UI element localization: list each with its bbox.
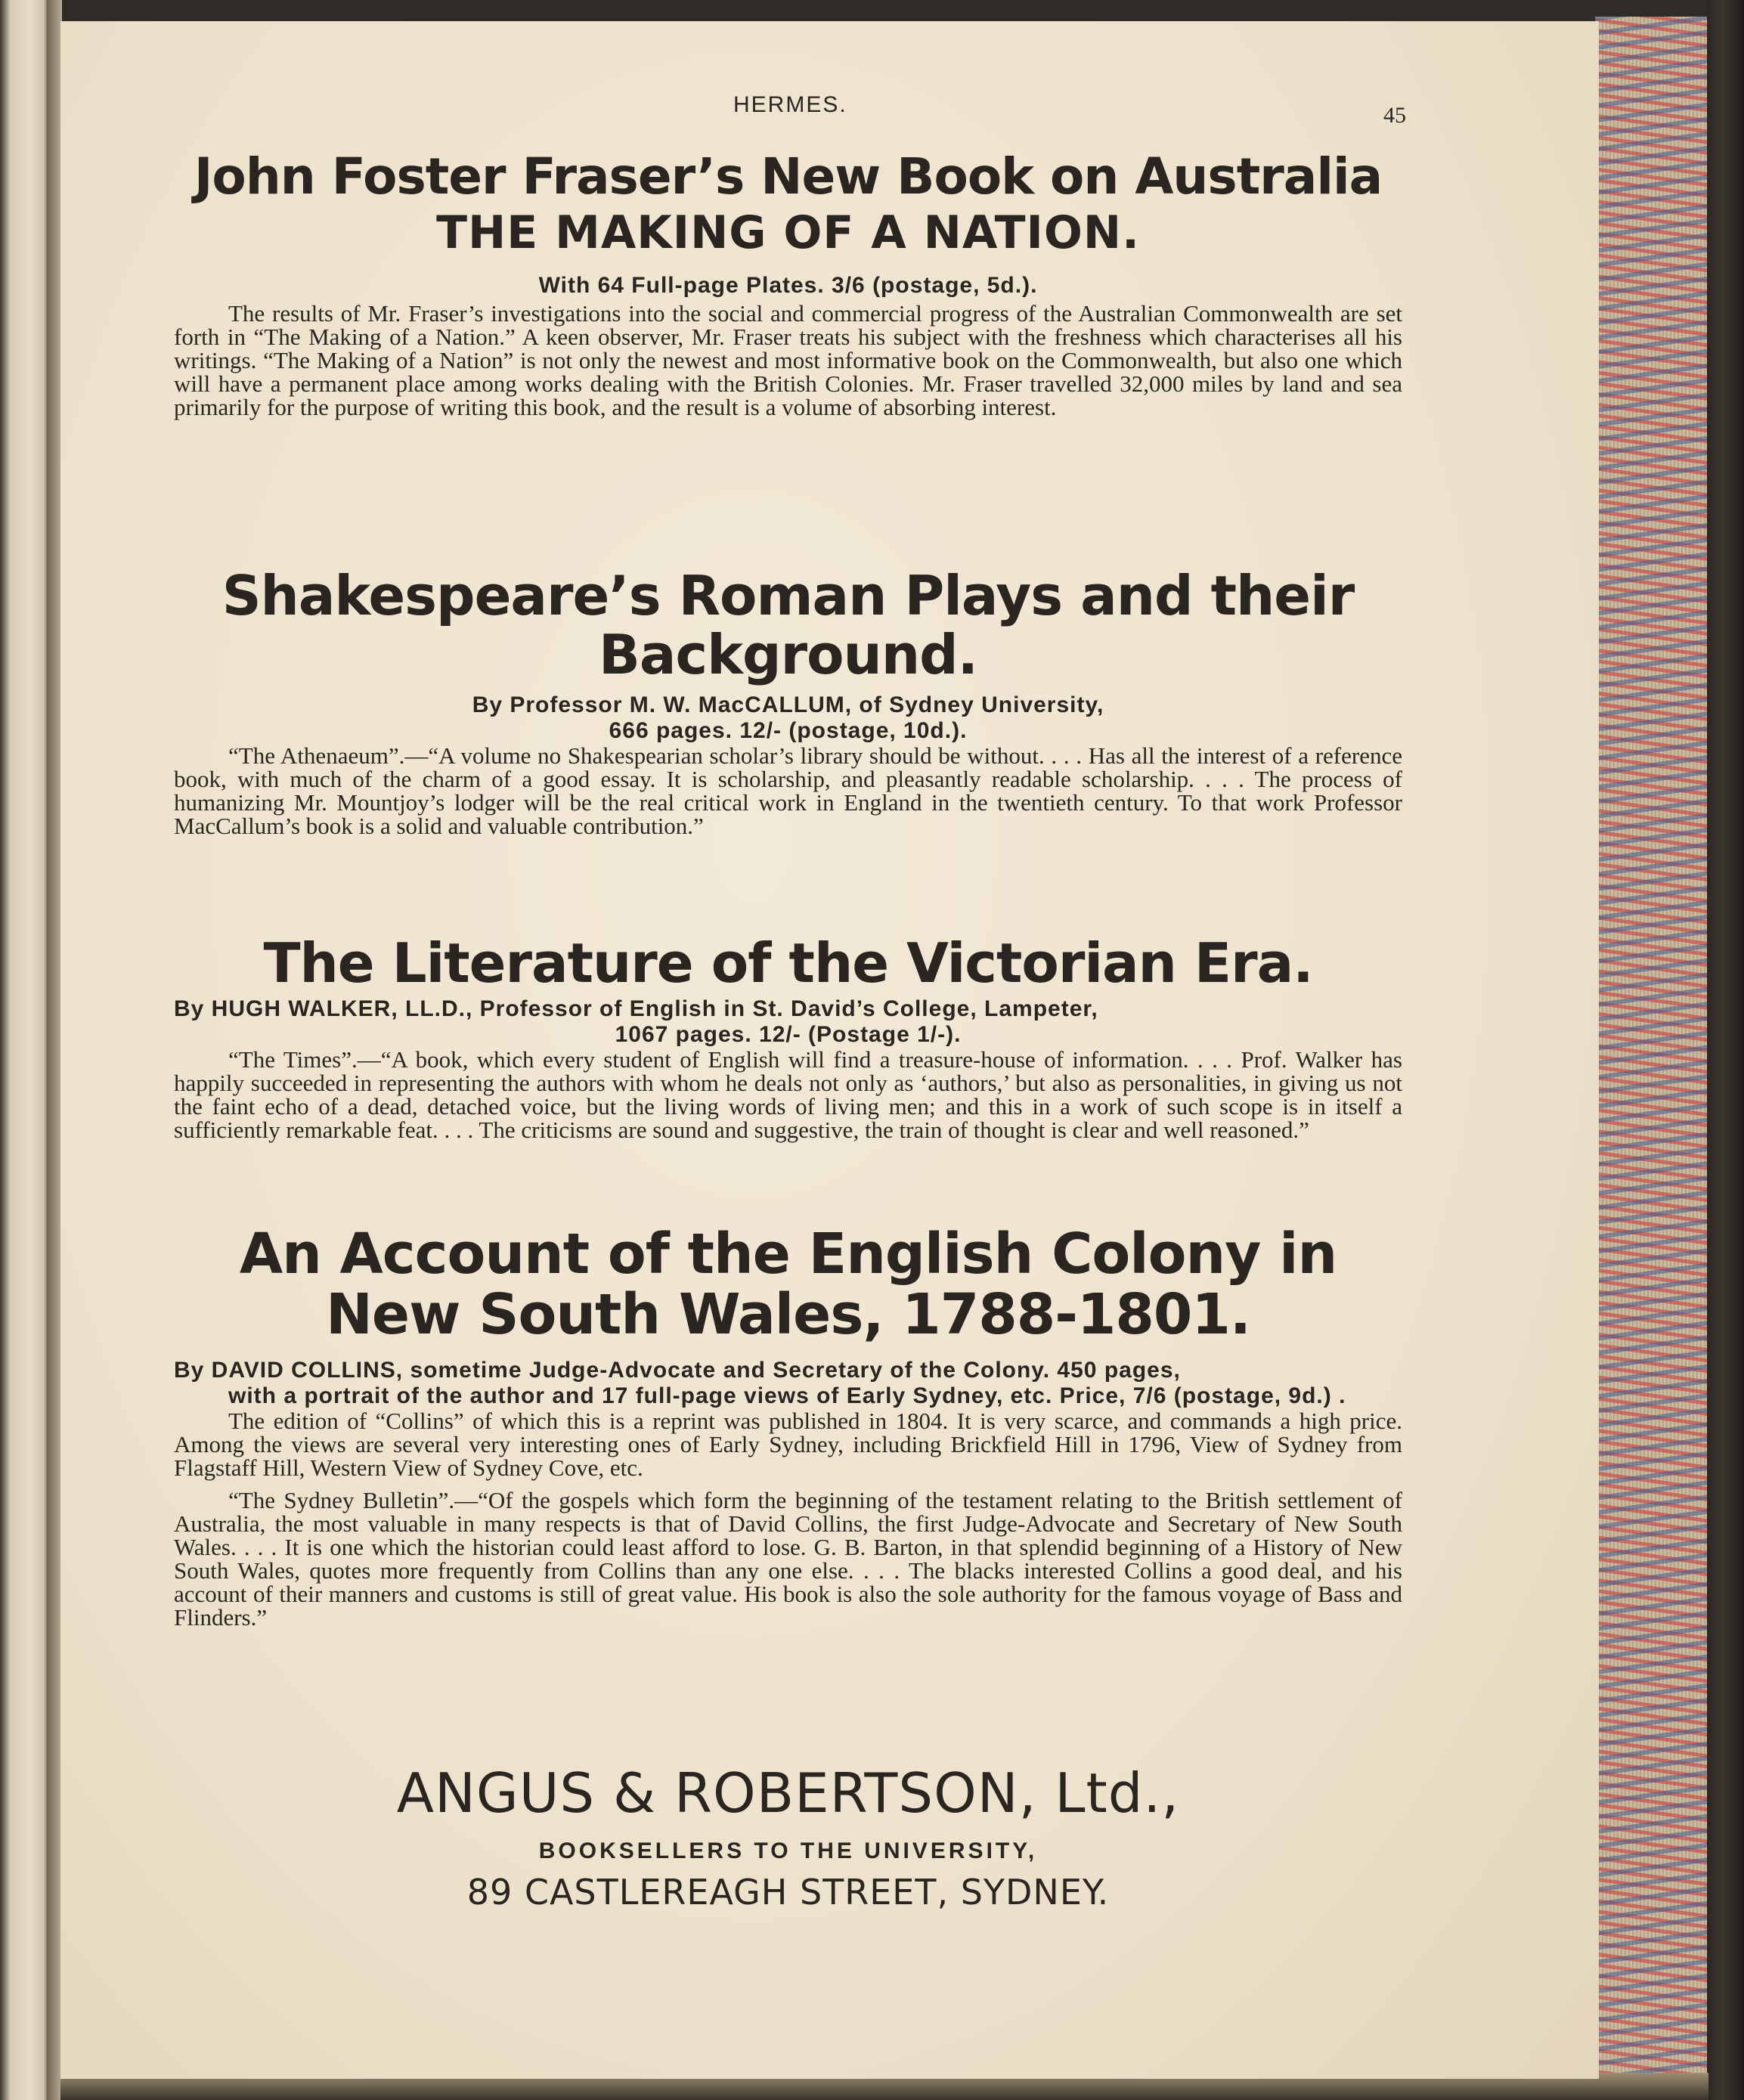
book-price-line: 1067 pages. 12/- (Postage 1/-). bbox=[615, 1021, 962, 1047]
publisher-address: 89 CASTLEREAGH STREET, SYDNEY. bbox=[466, 1872, 1110, 1913]
book-gutter bbox=[47, 0, 62, 2100]
publisher-imprint bbox=[174, 1761, 1402, 1913]
book-subtitle: THE MAKING OF A NATION. bbox=[436, 206, 1140, 260]
description-paragraph: The edition of “Collins” of which this is a reprint was published in 1804. It is very scarce, and commands a high price. Among the views are several very interesting ones of Early Sydney, including Brickfield Hill in 1796, View of Sydney from Flagstaff Hill, Western View of Sydney Cove, etc. bbox=[174, 1407, 1402, 1481]
book-details bbox=[174, 1358, 1402, 1409]
review-paragraph: “The Sydney Bulletin”.—“Of the gospels which form the beginning of the testament relating to the British settlement of Australia, the most valuable in many respects is that of David Collins, the first Judge-Advocate and Secretary of New South Wales. . . . It is one which the historian could least afford to lose. G. B. Barton, in that splendid beginning of a History of New South Wales, quotes more frequently from Collins than any one else. . . . The blacks interested Collins a good deal, and his account of their manners and customs is still of great value. His book is also the sole authority for the famous voyage of Bass and Flinders.” bbox=[174, 1486, 1402, 1631]
publisher-name: ANGUS & ROBERTSON, Ltd., bbox=[396, 1761, 1180, 1825]
journal-name: HERMES. bbox=[733, 92, 847, 117]
review-paragraph: “The Times”.—“A book, which every student of English will find a treasure-house of information. . . . Prof. Walker has happily succeeded in representing the authors with whom he deals not only as ‘authors,’ but also as personalities, in giving us not the faint echo of a dead, detached voice, but the living words of living men; and this in a work of such scope is in itself a sufficiently remarkable feat. . . . The criticisms are sound and suggestive, the train of thought is clear and well reasoned.” bbox=[174, 1045, 1402, 1143]
book-title: An Account of the English Colony in New South Wales, 1788-1801. bbox=[239, 1222, 1337, 1347]
book-price-line: 666 pages. 12/- (postage, 10d.). bbox=[609, 717, 968, 743]
book-advert-making-of-a-nation bbox=[174, 147, 1402, 421]
publisher-tagline: BOOKSELLERS TO THE UNIVERSITY, bbox=[538, 1838, 1038, 1863]
book-details: With 64 Full-page Plates. 3/6 (postage, 5d.). bbox=[538, 273, 1038, 299]
book-title: John Foster Fraser’s New Book on Australia bbox=[194, 147, 1383, 206]
book-advert-victorian-literature bbox=[174, 931, 1402, 1143]
running-head bbox=[174, 91, 1406, 129]
description-paragraph: The results of Mr. Fraser’s investigations into the social and commercial progress of the Australian Commonwealth are set forth in “The Making of a Nation.” A keen observer, Mr. Fraser treats his subject with the freshness which characterises all his writings. “The Making of a Nation” is not only the newest and most informative book on the Commonwealth, but also one which will have a permanent place among works dealing with the British Colonies. Mr. Fraser travelled 32,000 miles by land and sea primarily for the purpose of writing this book, and the result is a volume of absorbing interest. bbox=[174, 300, 1402, 421]
book-author-line: By DAVID COLLINS, sometime Judge-Advocate and Secretary of the Colony. 450 pages, bbox=[174, 1357, 1181, 1383]
book-title: The Literature of the Victorian Era. bbox=[263, 931, 1313, 995]
book-price-line: with a portrait of the author and 17 full-page views of Early Sydney, etc. Price, 7/6 (postage, 9d.) . bbox=[228, 1383, 1346, 1408]
book-details bbox=[174, 692, 1402, 744]
marbled-page-edges bbox=[1595, 17, 1708, 2084]
book-author-line: By Professor M. W. MacCALLUM, of Sydney University, bbox=[472, 692, 1104, 717]
book-cover-edge bbox=[1707, 0, 1744, 2100]
book-description bbox=[174, 1409, 1402, 1629]
book-details bbox=[174, 996, 1402, 1048]
book-description bbox=[174, 302, 1402, 419]
book-advert-english-colony-nsw bbox=[174, 1222, 1402, 1631]
page-number: 45 bbox=[1383, 103, 1406, 128]
book-advert-shakespeares-roman-plays bbox=[174, 564, 1402, 839]
book-review bbox=[174, 744, 1402, 838]
book-title: Shakespeare’s Roman Plays and their Background. bbox=[221, 564, 1355, 686]
book-author-line: By HUGH WALKER, LL.D., Professor of English in St. David’s College, Lampeter, bbox=[174, 996, 1098, 1021]
review-paragraph: “The Athenaeum”.—“A volume no Shakespearian scholar’s library should be without. . . . Has all the interest of a reference book, with much of the charm of a good essay. It is scholarship, and pleasantly readable scholarship. . . . The process of humanizing Mr. Mountjoy’s lodger will be the real critical work in England in the twentieth century. To that work Professor MacCallum’s book is a solid and valuable contribution.” bbox=[174, 742, 1402, 839]
previous-page-edge bbox=[0, 0, 47, 2100]
book-review bbox=[174, 1045, 1402, 1143]
